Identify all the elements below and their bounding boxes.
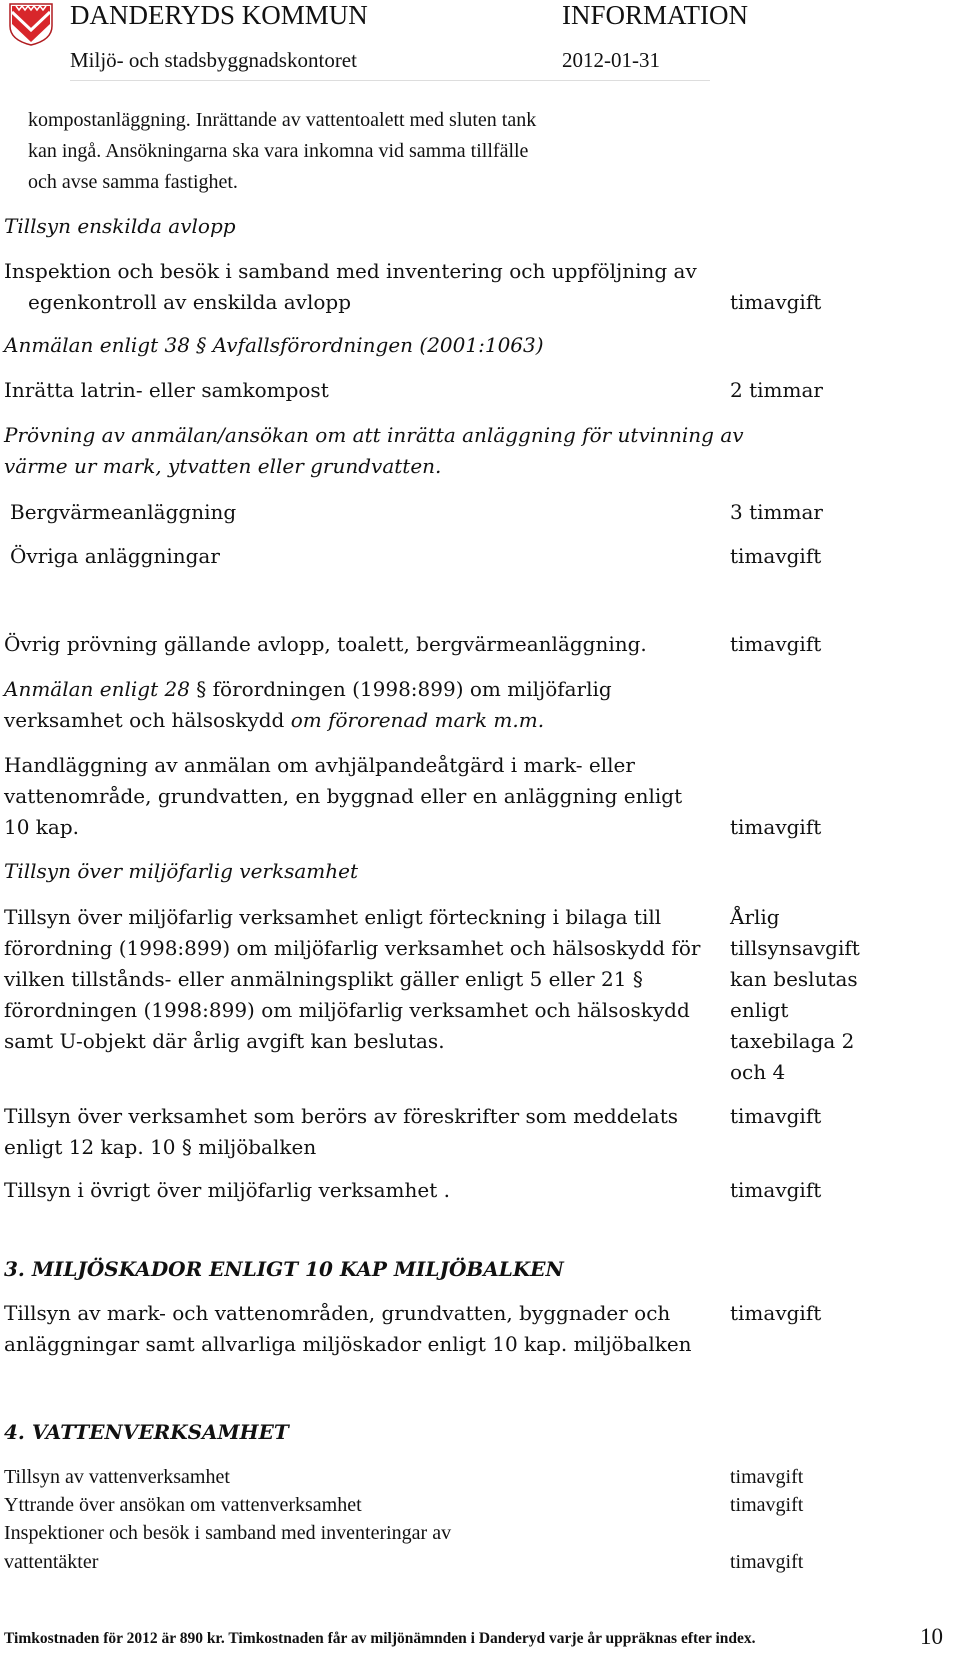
header-divider xyxy=(70,80,710,81)
provning-heading: Prövning av anmälan/ansökan om att inrätta anläggning för utvinning av xyxy=(4,423,744,447)
sec4-row-fee: timavgift xyxy=(730,1551,804,1573)
fee-forteckning: kan beslutas xyxy=(730,967,858,991)
subheading-tillsyn-miljofarlig: Tillsyn över miljöfarlig verksamhet xyxy=(4,859,358,883)
forteckning-line: förordning (1998:899) om miljöfarlig verksamhet och hälsoskydd för xyxy=(4,936,701,960)
fee-forteckning: Årlig xyxy=(730,905,780,929)
anmalan-28-rest: § förordningen (1998:899) om miljöfarlig xyxy=(196,677,612,701)
footer-note: Timkostnaden för 2012 är 890 kr. Timkostnaden får av miljönämnden i Danderyd varje år uppräknas efter index. xyxy=(4,1630,756,1647)
inspektion-line: egenkontroll av enskilda avlopp xyxy=(28,290,352,314)
header-org: DANDERYDS KOMMUN xyxy=(70,0,368,30)
fee-ovrig-provning: timavgift xyxy=(730,632,822,656)
page-number: 10 xyxy=(920,1624,943,1649)
foreskrifter-line: Tillsyn över verksamhet som berörs av föreskrifter som meddelats xyxy=(4,1104,678,1128)
fee-forteckning: enligt xyxy=(730,998,789,1022)
provning-heading: värme ur mark, ytvatten eller grundvatten. xyxy=(4,454,442,478)
intro-line: kan ingå. Ansökningarna ska vara inkomna vid samma tillfälle xyxy=(28,140,529,162)
sec4-row-text: Yttrande över ansökan om vattenverksamhet xyxy=(4,1494,362,1516)
section-4-title: 4. VATTENVERKSAMHET xyxy=(4,1420,289,1444)
intro-line: kompostanläggning. Inrättande av vattentoalett med sluten tank xyxy=(28,109,537,131)
forteckning-line: vilken tillstånds- eller anmälningsplikt gäller enligt 5 eller 21 § xyxy=(4,967,643,991)
handlaggning-line: vattenområde, grundvatten, en byggnad eller en anläggning enligt xyxy=(4,784,683,808)
ovrig-provning-label: Övrig prövning gällande avlopp, toalett, bergvärmeanläggning. xyxy=(4,632,647,656)
header-department: Miljö- och stadsbyggnadskontoret xyxy=(70,48,357,72)
section-3-title: 3. MILJÖSKADOR ENLIGT 10 KAP MILJÖBALKEN xyxy=(4,1257,564,1281)
foreskrifter-line: enligt 12 kap. 10 § miljöbalken xyxy=(4,1135,317,1159)
sec4-row-fee: timavgift xyxy=(730,1494,804,1516)
anmalan-28-fororenad: om förorenad mark m.m. xyxy=(290,708,545,732)
fee-foreskrifter: timavgift xyxy=(730,1104,822,1128)
anmalan-28-verksamhet: verksamhet och hälsoskydd xyxy=(4,708,285,732)
forteckning-line: förordningen (1998:899) om miljöfarlig verksamhet och hälsoskydd xyxy=(4,998,690,1022)
sec3-line: Tillsyn av mark- och vattenområden, grundvatten, byggnader och xyxy=(4,1301,671,1325)
fee-forteckning: tillsynsavgift xyxy=(730,936,860,960)
inspektion-line: Inspektion och besök i samband med inventering och uppföljning av xyxy=(4,259,697,283)
subheading-tillsyn-enskilda-avlopp: Tillsyn enskilda avlopp xyxy=(4,214,236,238)
anmalan-38-heading: Anmälan enligt 38 § Avfallsförordningen (2001:1063) xyxy=(4,333,544,357)
anmalan-28-line xyxy=(4,705,544,736)
forteckning-line: samt U-objekt där årlig avgift kan beslutas. xyxy=(4,1029,445,1053)
ovrigt-label: Tillsyn i övrigt över miljöfarlig verksamhet . xyxy=(4,1178,450,1202)
fee-handlaggning: timavgift xyxy=(730,815,822,839)
bergvarme-label: Bergvärmeanläggning xyxy=(10,500,237,524)
sec3-line: anläggningar samt allvarliga miljöskador enligt 10 kap. miljöbalken xyxy=(4,1332,692,1356)
ovriga-label: Övriga anläggningar xyxy=(10,544,220,568)
fee-latrin: 2 timmar xyxy=(730,378,823,402)
handlaggning-line: Handläggning av anmälan om avhjälpandeåtgärd i mark- eller xyxy=(4,753,635,777)
fee-bergvarme: 3 timmar xyxy=(730,500,823,524)
forteckning-line: Tillsyn över miljöfarlig verksamhet enligt förteckning i bilaga till xyxy=(4,905,662,929)
intro-line: och avse samma fastighet. xyxy=(28,171,238,193)
anmalan-28-italic: Anmälan enligt 28 xyxy=(4,677,190,701)
fee-inspektion: timavgift xyxy=(730,290,822,314)
fee-ovrigt: timavgift xyxy=(730,1178,822,1202)
sec4-row-text: Inspektioner och besök i samband med inventeringar av xyxy=(4,1522,452,1544)
latrin-label: Inrätta latrin- eller samkompost xyxy=(4,378,329,402)
header-doc-type: INFORMATION xyxy=(562,0,749,30)
danderyd-coat-of-arms-logo xyxy=(8,2,54,46)
header-date: 2012-01-31 xyxy=(562,48,660,72)
sec4-row-text: vattentäkter xyxy=(4,1551,99,1573)
sec4-row-text: Tillsyn av vattenverksamhet xyxy=(4,1466,230,1488)
anmalan-28-line xyxy=(4,674,612,705)
fee-ovriga: timavgift xyxy=(730,544,822,568)
sec4-row-fee: timavgift xyxy=(730,1466,804,1488)
fee-forteckning: taxebilaga 2 xyxy=(730,1029,855,1053)
fee-sec3: timavgift xyxy=(730,1301,822,1325)
fee-forteckning: och 4 xyxy=(730,1060,786,1084)
handlaggning-line: 10 kap. xyxy=(4,815,80,839)
